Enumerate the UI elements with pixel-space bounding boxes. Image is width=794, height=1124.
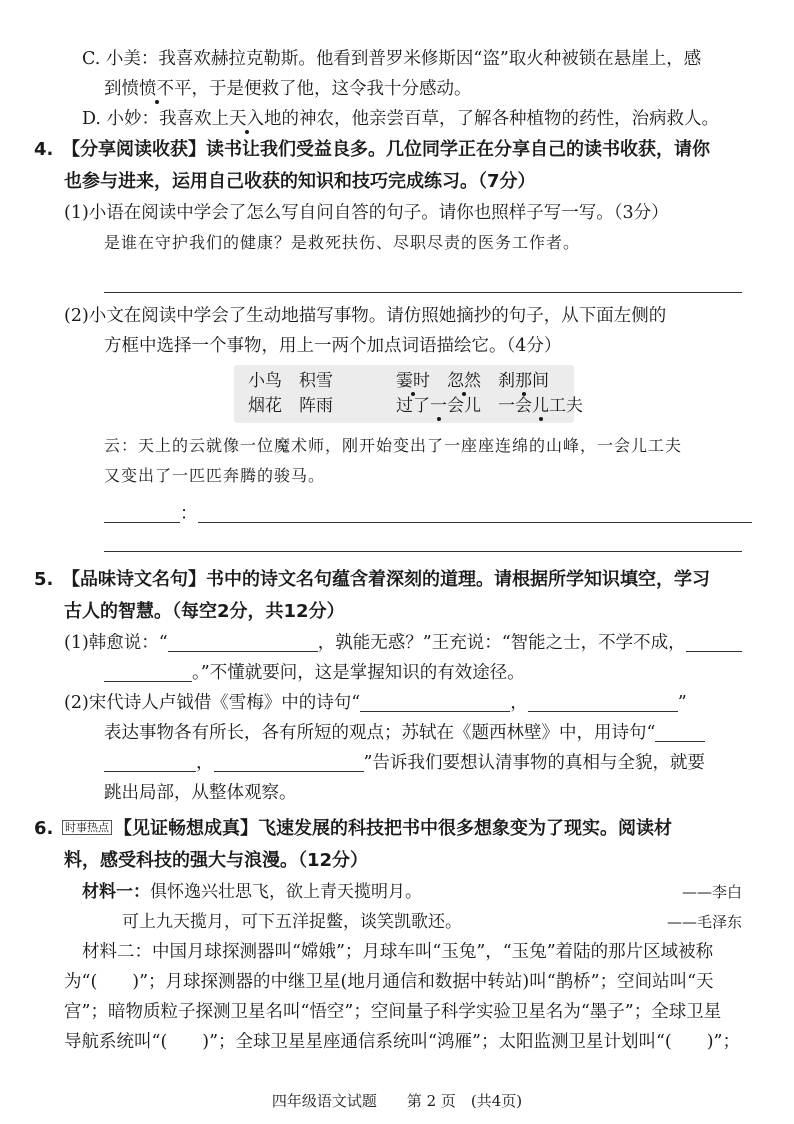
answer-blank[interactable] xyxy=(360,691,510,712)
answer-line[interactable] xyxy=(104,529,742,552)
hot-topic-tag: 时事热点 xyxy=(62,820,112,835)
q4-part2-label-cont: 方框中选择一个事物，用上一两个加点词语描绘它。（4分） xyxy=(104,336,562,356)
answer-blank[interactable] xyxy=(655,721,705,742)
material-1-line-2 xyxy=(64,907,742,937)
answer-blank[interactable] xyxy=(528,691,678,712)
material-label: 材料一： xyxy=(82,882,150,902)
question-number: 6. xyxy=(34,818,54,839)
question-number: 5. xyxy=(34,569,54,590)
question-6-title-cont: 料，感受科技的强大与浪漫。（12分） xyxy=(64,850,369,871)
material-2-line-2: 为“( )”；月球探测器的中继卫星(地月通信和数据中转站)叫“鹊桥”；空间站叫“天 xyxy=(64,972,714,992)
q4-part1-example: 是谁在守护我们的健康？是救死扶伤、尽职尽责的医务工作者。 xyxy=(104,233,581,252)
q4-part2-label: (2)小文在阅读中学会了生动地描写事物。请仿照她摘抄的句子，从下面左侧的 xyxy=(64,306,667,326)
text: 到 xyxy=(104,79,122,99)
word-box-row-2 xyxy=(248,394,583,419)
poem-text: 可上九天揽月，可下五洋捉鳖，谈笑凯歌还。 xyxy=(122,912,462,932)
q4-example-line-2: 又变出了一匹匹奔腾的骏马。 xyxy=(104,466,326,485)
text: (1)韩愈说：“ xyxy=(64,633,168,653)
question-number: 4. xyxy=(34,139,54,160)
answer-blank[interactable] xyxy=(198,502,752,523)
dotted-word: 过了一会儿 xyxy=(396,396,481,416)
text: 【分享阅读收获】读书让我们受益良多。几位同学正在分享自己的读书收获，请你 xyxy=(62,139,710,160)
page-footer: 四年级语文试题 第 2 页 (共4页) xyxy=(271,1092,523,1110)
text: 的神农，他亲尝百草，了解各种植物的药性，治病救人。 xyxy=(281,109,720,129)
q4-example-line-1: 云：天上的云就像一位魔术师，刚开始变出了一座座连绵的山峰，一会儿工夫 xyxy=(104,436,683,455)
q5-part1-line-1 xyxy=(64,628,742,658)
q4-part1-label: (1)小语在阅读中学会了怎么写自问自答的句子。请你也照样子写一写。（3分） xyxy=(64,203,669,223)
text: ： xyxy=(180,504,198,524)
word-box xyxy=(234,365,583,423)
answer-blank[interactable] xyxy=(104,661,192,682)
question-6-title xyxy=(34,812,742,845)
question-4-title xyxy=(34,134,742,166)
answer-line[interactable] xyxy=(104,258,742,293)
material-2-line-4: 导航系统叫“( )”；全球卫星星座通信系统叫“鸿雁”；太阳监测卫星计划叫“( )”； xyxy=(64,1032,740,1052)
dotted-word: 霎时 xyxy=(396,371,430,391)
question-5-title-cont: 古人的智慧。（每空2分，共12分） xyxy=(64,601,345,622)
question-5-title xyxy=(34,564,742,596)
text: 。”不懂就要问，这是掌握知识的有效途径。 xyxy=(192,663,525,683)
material-1-line-1 xyxy=(64,877,742,907)
option-c-line-1: C. 小美：我喜欢赫拉克勒斯。他看到普罗米修斯因“盗”取火种被锁在悬崖上，感 xyxy=(82,49,702,69)
text: 表达事物各有所长，各有所短的观点；苏轼在《题西林壁》中，用诗句“ xyxy=(104,723,656,743)
text: ，孰能无惑？”王充说：“智能之士，不学不成， xyxy=(317,633,686,653)
dotted-word: 上天入地 xyxy=(211,109,282,129)
answer-blank[interactable] xyxy=(214,751,364,772)
answer-blank[interactable] xyxy=(104,502,180,523)
dotted-word: 忽然 xyxy=(447,371,481,391)
poem-text: 俱怀逸兴壮思飞，欲上青天揽明月。 xyxy=(150,882,422,902)
dotted-word: 刹那间 xyxy=(498,371,549,391)
text: ， xyxy=(510,693,528,713)
dotted-word: 一会儿工夫 xyxy=(498,396,583,416)
text: D. 小妙：我喜欢 xyxy=(82,109,212,129)
option-c-line-2 xyxy=(64,74,742,104)
text: ， xyxy=(196,753,214,773)
q5-part2-line-1 xyxy=(64,688,742,718)
text: ” xyxy=(677,693,687,713)
text: 【见证畅想成真】飞速发展的科技把书中很多想象变为了现实。阅读材 xyxy=(114,818,672,839)
q5-part2-line-4: 跳出局部，从整体观察。 xyxy=(104,783,297,803)
text: ，于是便救了他，这令我十分感动。 xyxy=(191,79,472,99)
text: (2)宋代诗人卢钺借《雪梅》中的诗句“ xyxy=(64,693,361,713)
word-group: 烟花 阵雨 xyxy=(248,396,333,416)
dotted-word: 愤愤不平 xyxy=(121,79,192,99)
word-group: 小鸟 积雪 xyxy=(248,371,333,391)
option-d-line xyxy=(64,104,742,134)
poem-author: ——李白 xyxy=(681,883,742,901)
q5-part2-line-2 xyxy=(64,718,742,748)
material-2-line-3: 宫”；暗物质粒子探测卫星名叫“悟空”；空间量子科学实验卫星名为“墨子”；全球卫星 xyxy=(64,1002,722,1022)
text: 【品味诗文名句】书中的诗文名句蕴含着深刻的道理。请根据所学知识填空，学习 xyxy=(62,569,710,590)
q5-part1-line-2 xyxy=(64,658,742,688)
q5-part2-line-3 xyxy=(64,748,742,778)
text: ”告诉我们要想认清事物的真相与全貌，就要 xyxy=(363,753,705,773)
material-2-line-1: 材料二：中国月球探测器叫“嫦娥”；月球车叫“玉兔”，“玉兔”着陆的那片区域被称 xyxy=(82,942,714,962)
answer-blank[interactable] xyxy=(104,751,196,772)
q4-answer-line-1 xyxy=(64,499,742,529)
word-box-row-1 xyxy=(248,369,560,394)
poem-author: ——毛泽东 xyxy=(666,913,742,931)
question-4-title-cont: 也参与进来，运用自己收获的知识和技巧完成练习。（7分） xyxy=(64,171,536,192)
answer-blank[interactable] xyxy=(168,631,318,652)
answer-blank[interactable] xyxy=(686,631,742,652)
